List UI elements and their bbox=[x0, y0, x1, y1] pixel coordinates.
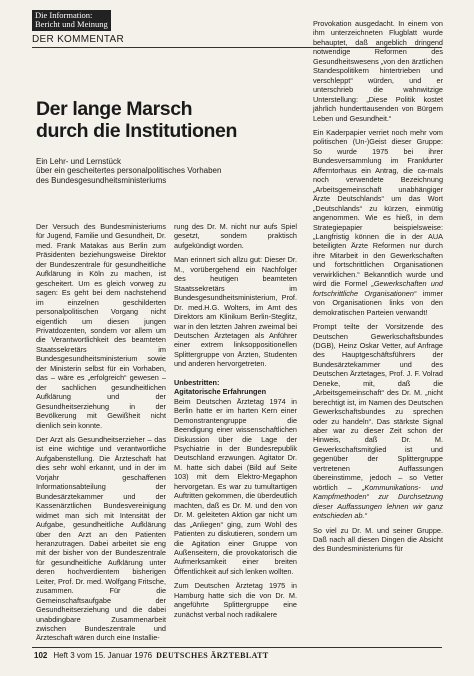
column-1 bbox=[36, 222, 166, 648]
column-3 bbox=[313, 19, 443, 559]
title-line-1: Der lange Marsch bbox=[36, 98, 193, 120]
section-tag-line1: Die Information: bbox=[35, 10, 93, 20]
section-tag-line2: Bericht und Meinung bbox=[35, 19, 108, 29]
section-label: DER KOMMENTAR bbox=[32, 34, 125, 45]
col2-paragraph-1: rung des Dr. M. nicht nur aufs Spiel gesetzt, sondern praktisch aufgekündigt worden. bbox=[174, 222, 297, 250]
article-subtitle bbox=[36, 157, 296, 185]
col3-p2-text-a: Ein Kaderpapier verriet noch mehr vom politischen (Un-)Geist dieser Gruppe: So wurde 1975 bei ihrer Bundesversammlung im Frankfurter Afferntorhaus ein Antrag, die ca-mals noch verwendete Bezeichnung „Arbeitsgemeinschaft unabhängiger Ärzte Deutschlands“ um das Wort „Deutschlands“ zu kürzen, einmütig angenommen. Wie es hieß, in dem Strategiepapier beispielsweise: „Langfristig können die in der AUA beteiligten Ärzte Reformen nur durch ihre Mitarbeit in den Gewerkschaften und fortschrittlichen Organisationen verwirklichen.“ Bekanntlich wurde und wird die Formel bbox=[313, 127, 443, 289]
publication-name: DEUTSCHES ÄRZTEBLATT bbox=[156, 651, 269, 660]
col2-subheading-line2: Agitatorische Erfahrungen bbox=[174, 387, 267, 397]
col3-p3-text: Prompt teilte der Vorsitzende des Deutschen Gewerkschaftsbundes (DGB), Heinz Oskar Vetter, auf Anfrage des Hauptgeschäftsführers der Bundesärztekammer und des Deutschen Ärztetages, Prof. J. F. Volrad Deneke, mit, daß die „Arbeitsgemeinschaft“ des Dr. M. „nicht berechtigt ist, im Namen des Deutschen Gewerkschaftsbundes zu sprechen oder zu handeln“. Das stärkste Signal aber war zu dieser Zeit schon der Hinweis, daß Dr. M. Gewerkschaftsmitglied ist und gegenüber der Splittergruppe vertretenen Auffassungen übereinstimme, jedoch – so Vetter wörtlich – bbox=[313, 322, 443, 492]
col3-p3-emphasis: „Kommunikations- und Kampfmethoden“ zur Durchsetzung dieser Auffassungen lehnen wir ganz entschieden ab.“ bbox=[313, 482, 443, 521]
col3-p2-text-b: immer von Organisationen links von den demokratischen Parteien verwandt! bbox=[313, 288, 443, 317]
col3-paragraph-1: Provokation ausgedacht. In einem von ihm unterzeichneten Flugblatt wurde behauptet, daß angeblich dringend notwendige Reformen des Gesundheitswesens „von den ärztlichen Standespolitikern hintertrieben und verschleppt“ würden, und er unterschrieb die wahnwitzige Unterstellung: „Diese Politik kostet jährlich hunderttausenden von Bürgern Leben und Gesundheit.“ bbox=[313, 19, 443, 123]
page-footer bbox=[34, 651, 269, 660]
subtitle-line-2: über ein gescheitertes personalpolitisches Vorhaben bbox=[36, 166, 222, 176]
article-title bbox=[36, 98, 296, 142]
col2-paragraph-3: Beim Deutschen Ärztetag 1974 in Berlin hatte er im harten Kern einer Demonstrantengruppe die Beendigung einer wissenschaftlichen Diskussion über die Lage der Psychiatrie in der Bundesrepublik Deutschland erzwungen. Agitator Dr. M. hatte sich dabei (Bild auf Seite 103) mit dem Elektro-Megaphon hervorgetan. Es war zu tumultartigen Auftritten gekommen, die überdeutlich machten, daß es Dr. M. und den von Dr. M. geleiteten Aktion gar nicht um das „Anliegen“ ging, zum Wohl des Patienten zu diskutieren, sondern um die Agitation einer Gruppe von Außenseitern, die provokatorisch die Aufmerksamkeit einer breiten Öffentlichkeit auf sich lenken wollten. bbox=[174, 396, 297, 576]
title-line-2: durch die Institutionen bbox=[36, 120, 237, 142]
col2-subheading bbox=[174, 378, 297, 397]
col2-paragraph-4: Zum Deutschen Ärztetag 1975 in Hamburg hatte sich die von Dr. M. angeführte Splittergruppe eine zunächst verbal noch radikalere bbox=[174, 581, 297, 619]
column-2 bbox=[174, 222, 297, 624]
col1-paragraph-1: Der Versuch des Bundesministeriums für Jugend, Familie und Gesundheit, Dr. med. Frank Matakas aus Berlin zum Präsidenten beziehungsweise Direktor der Bundeszentrale für gesundheitliche Aufklärung in Köln zu machen, ist gescheitert. Um es gleich vorweg zu sagen: Es geht bei dem nachstehend im einzelnen geschilderten personalpolitischen Vorgang nicht eigentlich um diesen jungen Privatdozenten, sondern vor allem um die Verantwortlichkeit des beamteten Staatssekretärs im Bundesgesundheitsministerium sowie der Ministerin selbst für ein Vorhaben, das – wäre es „erfolgreich“ gewesen – der sachlichen gesundheitlichen Aufklärung und der Gesundheitserziehung in der Bevölkerung mit Gewißheit nicht dienlich sein konnte. bbox=[36, 222, 166, 430]
issue-info: Heft 3 vom 15. Januar 1976 bbox=[53, 651, 153, 660]
col2-subheading-line1: Unbestritten: bbox=[174, 377, 220, 387]
subtitle-line-3: des Bundesgesundheitsministeriums bbox=[36, 175, 167, 185]
footer-rule bbox=[32, 647, 442, 648]
section-tag bbox=[32, 10, 111, 31]
col2-paragraph-2: Man erinnert sich allzu gut: Dieser Dr. M., vorübergehend ein Nachfolger des heutigen beamteten Staatssekretärs im Bundesgesundheitsministerium, Prof. Dr. med.H.G. Wolters, im Amt des Direktors am Klinikum Berlin-Steglitz, war in den letzten Jahren zweimal bei Deutschen Ärztetagen als Anführer einer extrem linksoppositionellen Splittergruppe von Ärzten, Studenten und anderen hervorgetreten. bbox=[174, 255, 297, 369]
subtitle-line-1: Ein Lehr- und Lernstück bbox=[36, 157, 121, 166]
col1-paragraph-2: Der Arzt als Gesundheitserzieher – das ist eine wichtige und verantwortliche Aufgabenstellung. Die Ärzteschaft hat dies sehr wohl erkannt, und in der im Vorjahr geschaffenen Informationsabteilung der Bundesärztekammer und der Kassenärztlichen Bundesvereinigung widmet man sich mit Intensität der Aufgabe, gesundheitliche Aufklärung über den Arzt an den Patienten heranzutragen. Dabei arbeitet sie eng mit der bisher von der Bundeszentrale für gesundheitliche Aufklärung unter deren hochverdientem bisherigen Leiter, Prof. Dr. med. Wolfgang Fritsche, zusammen. Für die Gemeinschaftsaufgabe der Gesundheitserziehung und die dabei unabdingbare Zusammenarbeit zwischen Bundeszentrale und Ärzteschaft wären durch eine Installie- bbox=[36, 434, 166, 643]
col3-paragraph-3 bbox=[313, 322, 443, 521]
col3-paragraph-2 bbox=[313, 128, 443, 317]
col3-p2-emphasis: „Gewerkschaften und fortschrittliche Organisationen“ bbox=[313, 279, 443, 298]
page-number: 102 bbox=[34, 651, 48, 660]
col3-paragraph-4: So viel zu Dr. M. und seiner Gruppe. Daß nach all diesen Dingen die Absicht des Bundesministeriums für bbox=[313, 525, 443, 554]
